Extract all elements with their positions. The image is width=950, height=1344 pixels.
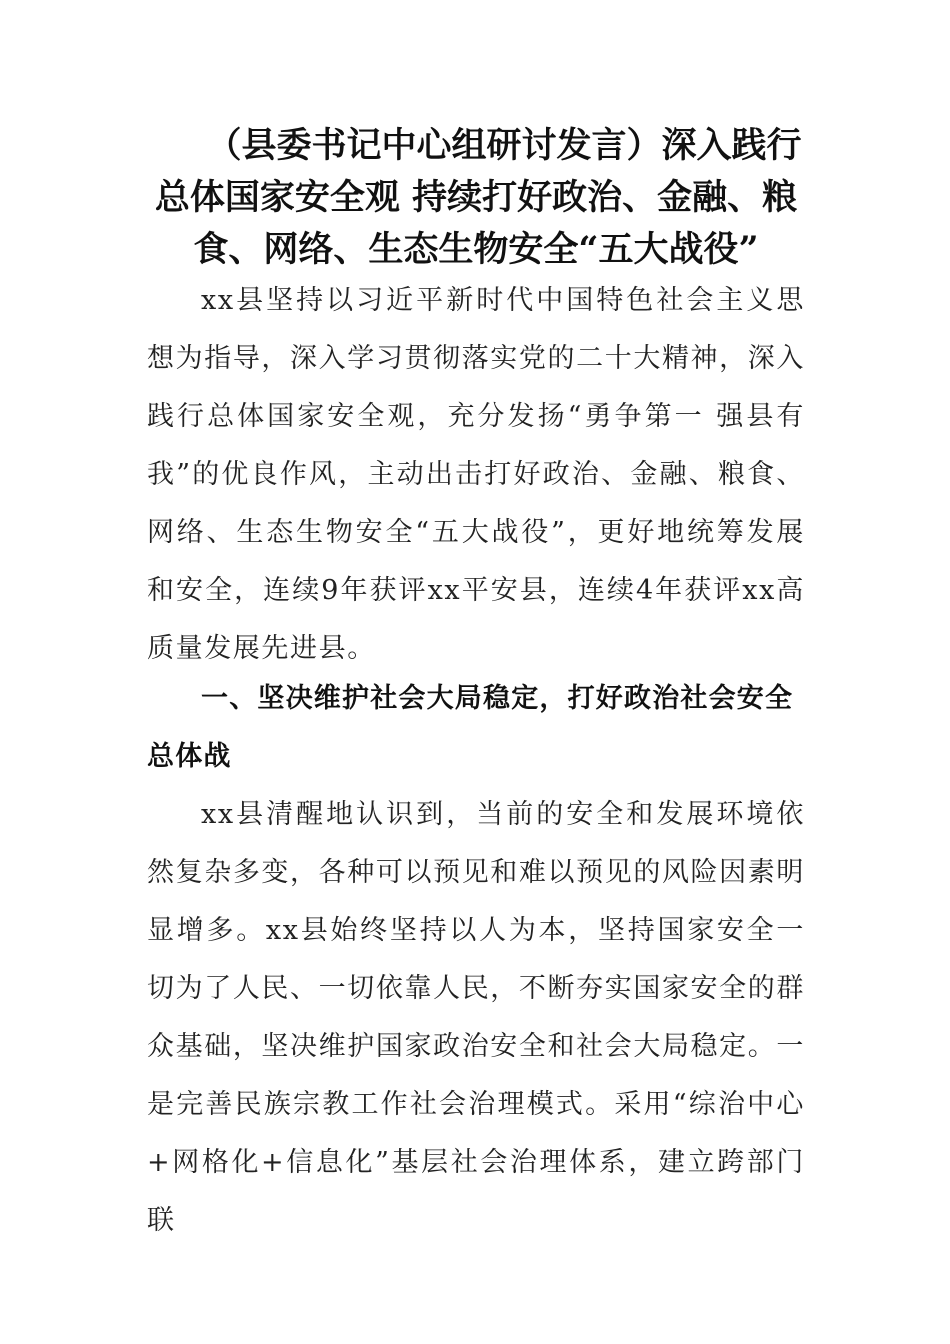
section-heading-1: 一、坚决维护社会大局稳定，打好政治社会安全总体战	[147, 683, 794, 772]
document-title: （县委书记中心组研讨发言）深入践行总体国家安全观 持续打好政治、金融、粮食、网络、生态生物安全“五大战役”	[154, 125, 802, 270]
intro-paragraph: xx县坚持以习近平新时代中国特色社会主义思想为指导，深入学习贯彻落实党的二十大精神，深入践行总体国家安全观，充分发扬“勇争第一 强县有我”的优良作风，主动出击打好政治、金融、粮食、网络、生态生物安全“五大战役”，更好地统筹发展和安全，连续9年获评xx平安县，连续4年获评xx高质量发展先进县。	[147, 285, 805, 664]
section-1-paragraph: xx县清醒地认识到，当前的安全和发展环境依然复杂多变，各种可以预见和难以预见的风险因素明显增多。xx县始终坚持以人为本，坚持国家安全一切为了人民、一切依靠人民，不断夯实国家安全的群众基础，坚决维护国家政治安全和社会大局稳定。一是完善民族宗教工作社会治理模式。采用“综治中心+网格化+信息化”基层社会治理体系，建立跨部门联	[147, 799, 805, 1236]
